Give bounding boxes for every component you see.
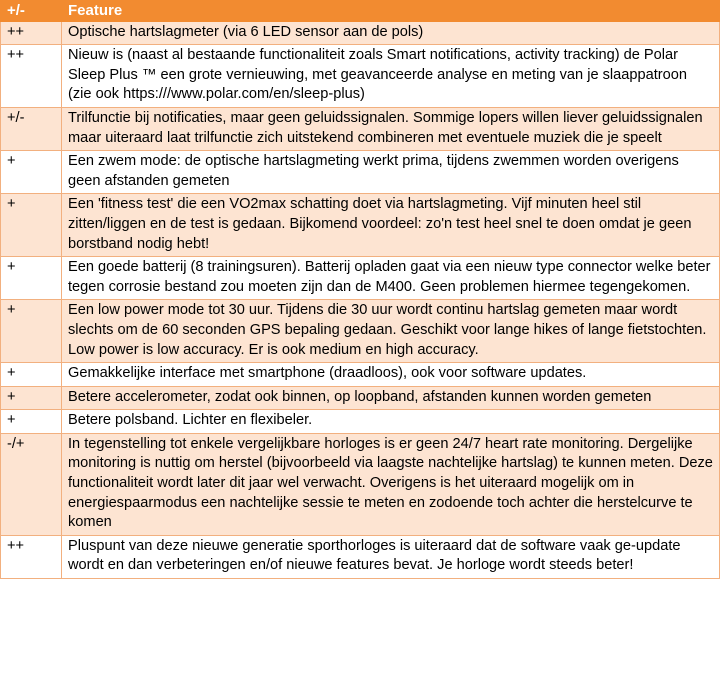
row-feature-text: Trilfunctie bij notificaties, maar geen geluidssignalen. Sommige lopers willen liever geluidssignalen maar uiteraard laat trilfunctie zich uitstekend combineren met eventuele muziek die je speelt xyxy=(62,107,720,150)
table-row xyxy=(1,151,720,194)
row-mark: + xyxy=(1,257,62,300)
table-row xyxy=(1,21,720,45)
row-mark: ++ xyxy=(1,45,62,108)
row-mark: + xyxy=(1,194,62,257)
table-row xyxy=(1,45,720,108)
table-row xyxy=(1,433,720,535)
row-mark: + xyxy=(1,410,62,434)
row-mark: +/- xyxy=(1,107,62,150)
row-mark: + xyxy=(1,300,62,363)
table-row xyxy=(1,410,720,434)
table-row xyxy=(1,386,720,410)
row-feature-text: Een zwem mode: de optische hartslagmeting werkt prima, tijdens zwemmen worden overigens geen afstanden gemeten xyxy=(62,151,720,194)
row-feature-text: In tegenstelling tot enkele vergelijkbare horloges is er geen 24/7 heart rate monitoring. Dergelijke monitoring is nuttig om herstel (bijvoorbeeld via laagste nachtelijke hartslag) te kunnen meten. Deze functionaliteit wordt later dit jaar wel verwacht. Overigens is het uiteraard mogelijk om in energiespaarmodus een nachtelijke sessie te meten en zodoende toch achter die herstelcurve te komen xyxy=(62,433,720,535)
row-mark: + xyxy=(1,386,62,410)
table-row xyxy=(1,300,720,363)
header-feature: Feature xyxy=(62,1,720,22)
table-row xyxy=(1,535,720,578)
table-row xyxy=(1,363,720,387)
row-mark: + xyxy=(1,363,62,387)
row-feature-text: Een low power mode tot 30 uur. Tijdens die 30 uur wordt continu hartslag gemeten maar wordt slechts om de 60 seconden GPS bepaling gedaan. Geschikt voor lange hikes of lange fietstochten. Low power is low accuracy. Er is ook medium en high accuracy. xyxy=(62,300,720,363)
row-feature-text: Pluspunt van deze nieuwe generatie sporthorloges is uiteraard dat de software vaak ge-update wordt en dan verbeteringen en/of nieuwe features bevat. Je horloge wordt steeds beter! xyxy=(62,535,720,578)
table-row xyxy=(1,107,720,150)
table-header-row xyxy=(1,1,720,22)
row-mark: ++ xyxy=(1,535,62,578)
row-mark: -/+ xyxy=(1,433,62,535)
table-row xyxy=(1,257,720,300)
row-feature-text: Gemakkelijke interface met smartphone (draadloos), ook voor software updates. xyxy=(62,363,720,387)
header-mark: +/- xyxy=(1,1,62,22)
row-feature-text: Nieuw is (naast al bestaande functionaliteit zoals Smart notifications, activity tracking) de Polar Sleep Plus ™ een grote vernieuwing, met geavanceerde analyse en meting van je slaappatroon (zie ook https:///www.polar.com/en/sleep-plus) xyxy=(62,45,720,108)
row-feature-text: Optische hartslagmeter (via 6 LED sensor aan de pols) xyxy=(62,21,720,45)
row-feature-text: Een 'fitness test' die een VO2max schatting doet via hartslagmeting. Vijf minuten heel stil zitten/liggen en de test is gedaan. Bijkomend voordeel: zo'n test heel snel te doen omdat je geen borstband nodig hebt! xyxy=(62,194,720,257)
row-mark: ++ xyxy=(1,21,62,45)
row-feature-text: Betere accelerometer, zodat ook binnen, op loopband, afstanden kunnen worden gemeten xyxy=(62,386,720,410)
row-feature-text: Betere polsband. Lichter en flexibeler. xyxy=(62,410,720,434)
row-feature-text: Een goede batterij (8 trainingsuren). Batterij opladen gaat via een nieuw type connector welke beter tegen corrosie bestand zou moeten zijn dan de M400. Geen problemen hiermee tegengekomen. xyxy=(62,257,720,300)
row-mark: + xyxy=(1,151,62,194)
table-row xyxy=(1,194,720,257)
